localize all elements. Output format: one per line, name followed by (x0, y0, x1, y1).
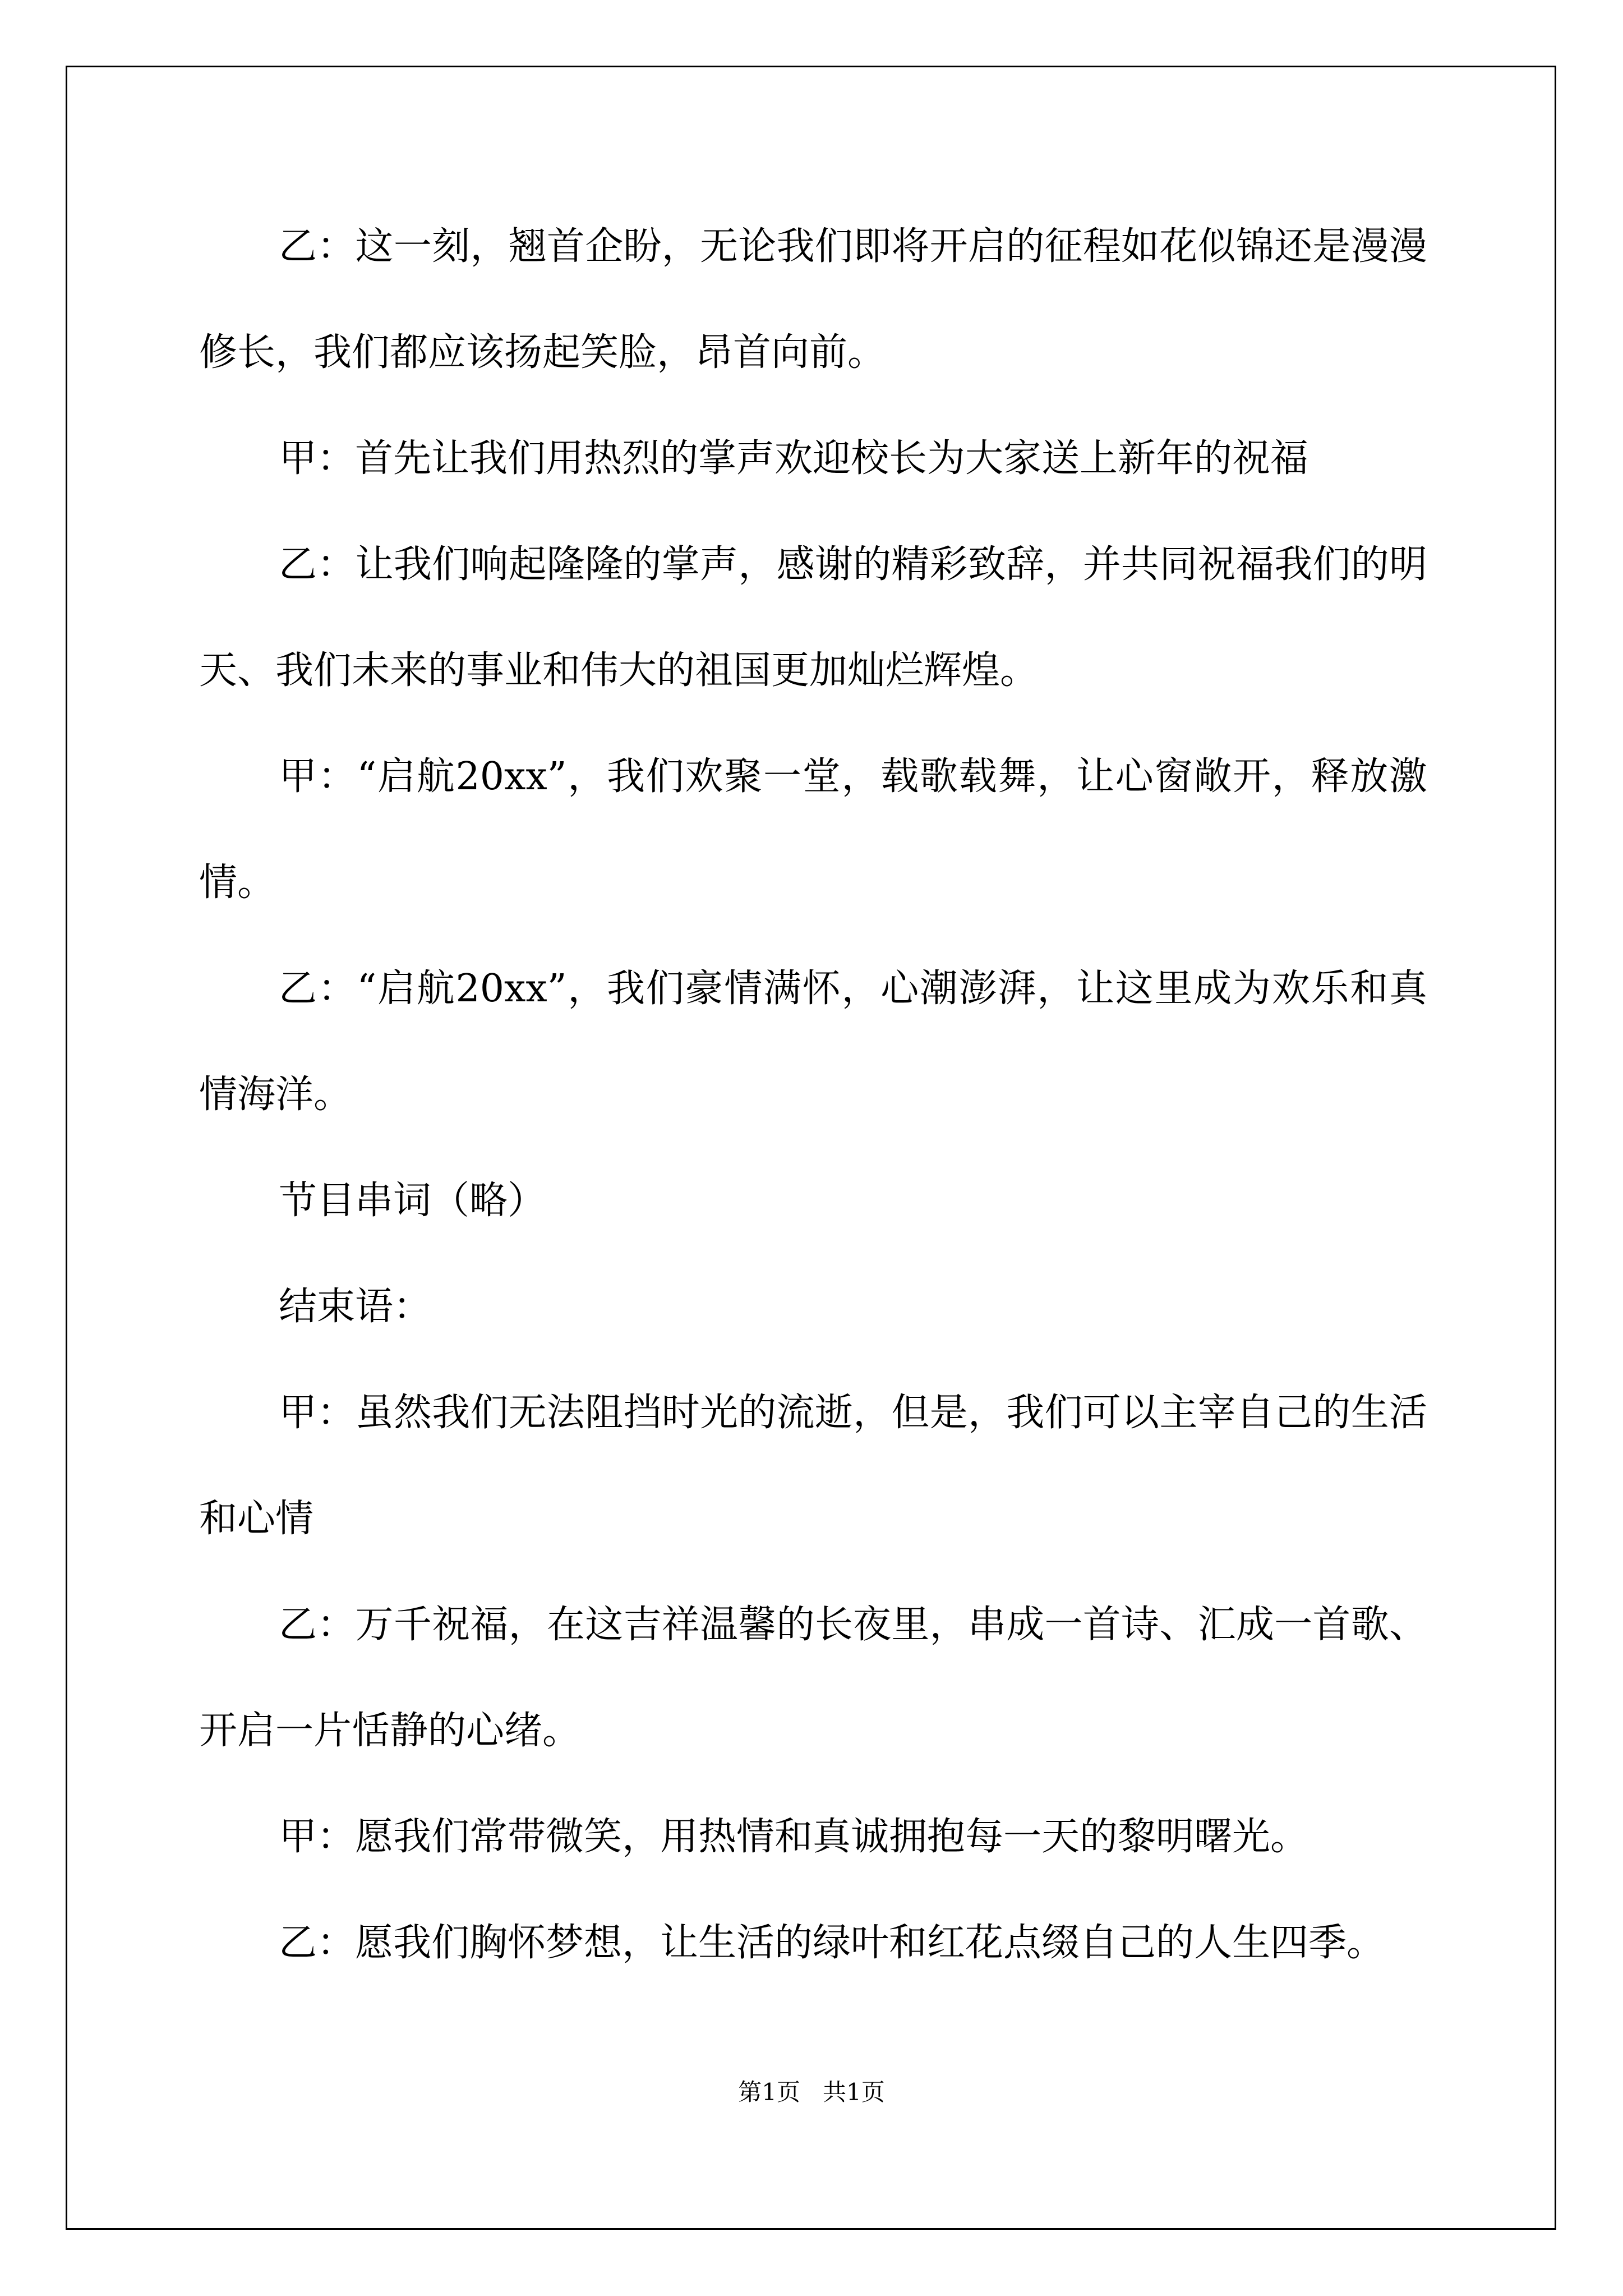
paragraph: 节目串词（略） (279, 1179, 546, 1223)
paragraph: 甲：首先让我们用热烈的掌声欢迎校长为大家送上新年的祝福 (279, 436, 1309, 481)
document-body (199, 194, 1427, 1996)
paragraph: 乙：“启航20xx”，我们豪情满怀，心潮澎湃，让这里成为欢乐和真情海洋。 (199, 967, 1427, 1117)
paragraph: 乙：这一刻，翘首企盼，无论我们即将开启的征程如花似锦还是漫漫修长，我们都应该扬起笑脸，昂首向前。 (199, 224, 1427, 375)
paragraph: 甲：“启航20xx”，我们欢聚一堂，载歌载舞，让心窗敞开，释放激情。 (199, 754, 1427, 905)
page-number-total: 共1页 (823, 2078, 885, 2106)
paragraph: 甲：愿我们常带微笑，用热情和真诚拥抱每一天的黎明曙光。 (279, 1815, 1309, 1859)
paragraph: 乙：愿我们胸怀梦想，让生活的绿叶和红花点缀自己的人生四季。 (279, 1921, 1385, 1965)
page-number-current: 第1页 (738, 2078, 800, 2106)
paragraph: 结束语： (279, 1285, 432, 1329)
page-footer (0, 2076, 1623, 2109)
paragraph: 甲：虽然我们无法阻挡时光的流逝，但是，我们可以主宰自己的生活和心情 (199, 1391, 1427, 1541)
paragraph: 乙：万千祝福，在这吉祥温馨的长夜里，串成一首诗、汇成一首歌、开启一片恬静的心绪。 (199, 1603, 1427, 1753)
paragraph: 乙：让我们响起隆隆的掌声，感谢的精彩致辞，并共同祝福我们的明天、我们未来的事业和伟大的祖国更加灿烂辉煌。 (199, 542, 1427, 693)
